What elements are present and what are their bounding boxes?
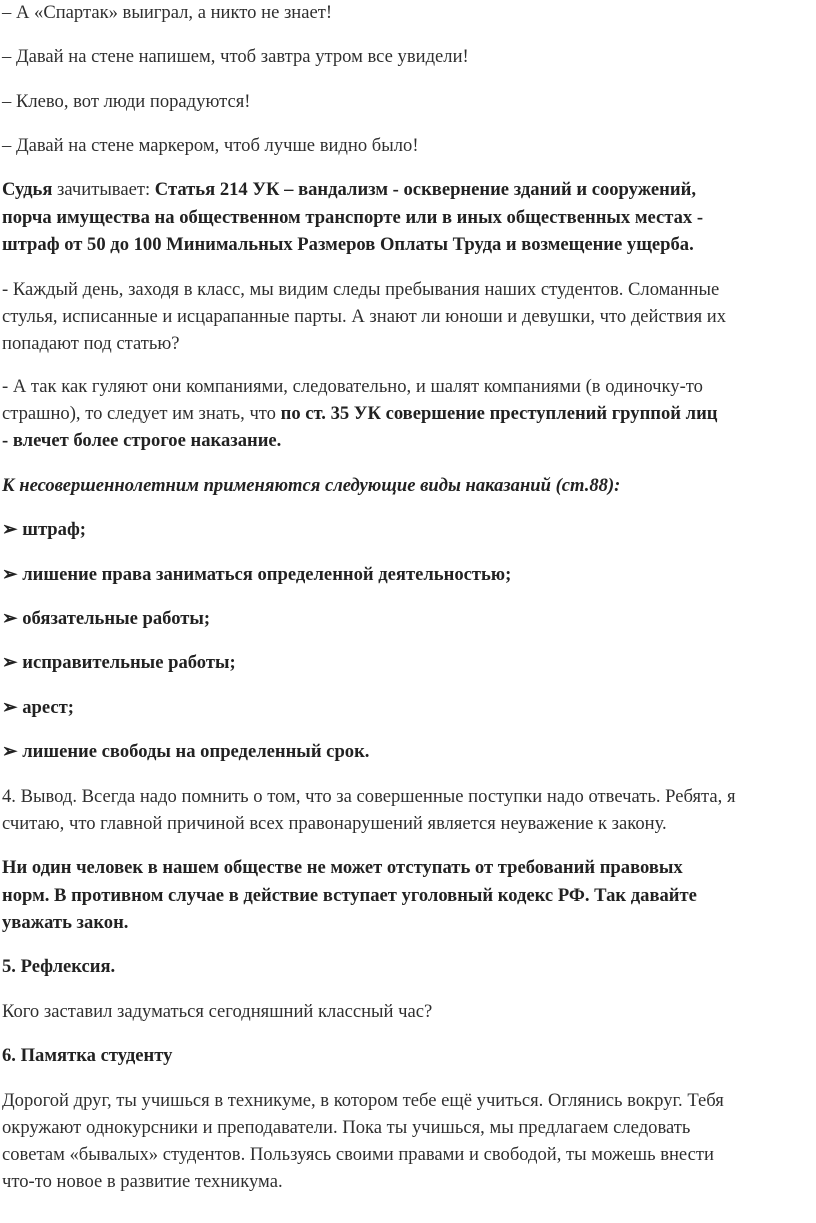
article-text-1: Статья 214 УК – вандализм - осквернение зданий и сооружений, (154, 179, 696, 200)
class-damage-line-1: - Каждый день, заходя в класс, мы видим следы пребывания наших студентов. Сломанные (2, 279, 720, 300)
arrow-bullet-icon: ➢ (2, 741, 18, 762)
article-text-2: порча имущества на общественном транспорте или в иных общественных местах - (2, 207, 704, 228)
list-item (2, 516, 812, 544)
punishment-arrest: арест; (22, 697, 74, 718)
list-item (2, 649, 812, 677)
dialogue-line-2: – Давай на стене напишем, чтоб завтра утром все увидели! (2, 46, 469, 67)
minors-punishments-heading: К несовершеннолетним применяются следующие виды наказаний (ст.88): (2, 475, 621, 496)
reflection-heading: 5. Рефлексия. (2, 956, 116, 977)
judge-speaker: Судья (2, 179, 53, 200)
dialogue-line-4: – Давай на стене маркером, чтоб лучше видно было! (2, 135, 419, 156)
list-item (2, 738, 812, 766)
list-item (2, 605, 812, 633)
punishment-imprisonment: лишение свободы на определенный срок. (22, 741, 370, 762)
dialogue-line-3: – Клево, вот люди порадуются! (2, 91, 251, 112)
arrow-bullet-icon: ➢ (2, 519, 18, 540)
punishment-mandatory-work: обязательные работы; (22, 608, 211, 629)
dialogue-line-1: – А «Спартак» выиграл, а никто не знает! (2, 2, 333, 23)
arrow-bullet-icon: ➢ (2, 697, 18, 718)
reflection-question: Кого заставил задуматься сегодняшний классный час? (2, 1001, 433, 1022)
list-item (2, 561, 812, 589)
group-crime-line-1: - А так как гуляют они компаниями, следовательно, и шалят компаниями (в одиночку-то (2, 376, 703, 397)
conclusion-line-1: 4. Вывод. Всегда надо помнить о том, что за совершенные поступки надо отвечать. Ребята, я (2, 786, 736, 807)
group-crime-plain: страшно), то следует им знать, что (2, 403, 281, 424)
memo-line-4: что-то новое в развитие техникума. (2, 1171, 283, 1192)
punishment-fine: штраф; (22, 519, 87, 540)
group-crime-line-2 (2, 400, 812, 428)
group-crime-article: по ст. 35 УК совершение преступлений группой лиц (280, 403, 718, 424)
memo-line-3: советам «бывалых» студентов. Пользуясь своими правами и свободой, ты можешь внести (2, 1144, 714, 1165)
article-text-3: штраф от 50 до 100 Минимальных Размеров Оплаты Труда и возмещение ущерба. (2, 234, 694, 255)
arrow-bullet-icon: ➢ (2, 608, 18, 629)
law-statement-line-1: Ни один человек в нашем обществе не может отступать от требований правовых (2, 857, 683, 878)
judge-line-1 (2, 176, 812, 204)
class-damage-line-2: стулья, исписанные и исцарапанные парты. А знают ли юноши и девушки, что действия их (2, 306, 727, 327)
arrow-bullet-icon: ➢ (2, 652, 18, 673)
memo-line-1: Дорогой друг, ты учишься в техникуме, в котором тебе ещё учиться. Оглянись вокруг. Тебя (2, 1090, 724, 1111)
punishment-corrective-work: исправительные работы; (22, 652, 236, 673)
class-damage-line-3: попадают под статью? (2, 333, 180, 354)
list-item (2, 694, 812, 722)
law-statement-line-3: уважать закон. (2, 912, 129, 933)
punishment-activity-ban: лишение права заниматься определенной деятельностью; (22, 564, 512, 585)
law-statement-line-2: норм. В противном случае в действие вступает уголовный кодекс РФ. Так давайте (2, 885, 697, 906)
memo-line-2: окружают однокурсники и преподаватели. Пока ты учишься, мы предлагаем следовать (2, 1117, 691, 1138)
conclusion-line-2: считаю, что главной причиной всех правонарушений является неуважение к закону. (2, 813, 667, 834)
memo-heading: 6. Памятка студенту (2, 1045, 173, 1066)
group-crime-line-3: - влечет более строгое наказание. (2, 430, 282, 451)
arrow-bullet-icon: ➢ (2, 564, 18, 585)
judge-verb: зачитывает: (52, 179, 155, 200)
